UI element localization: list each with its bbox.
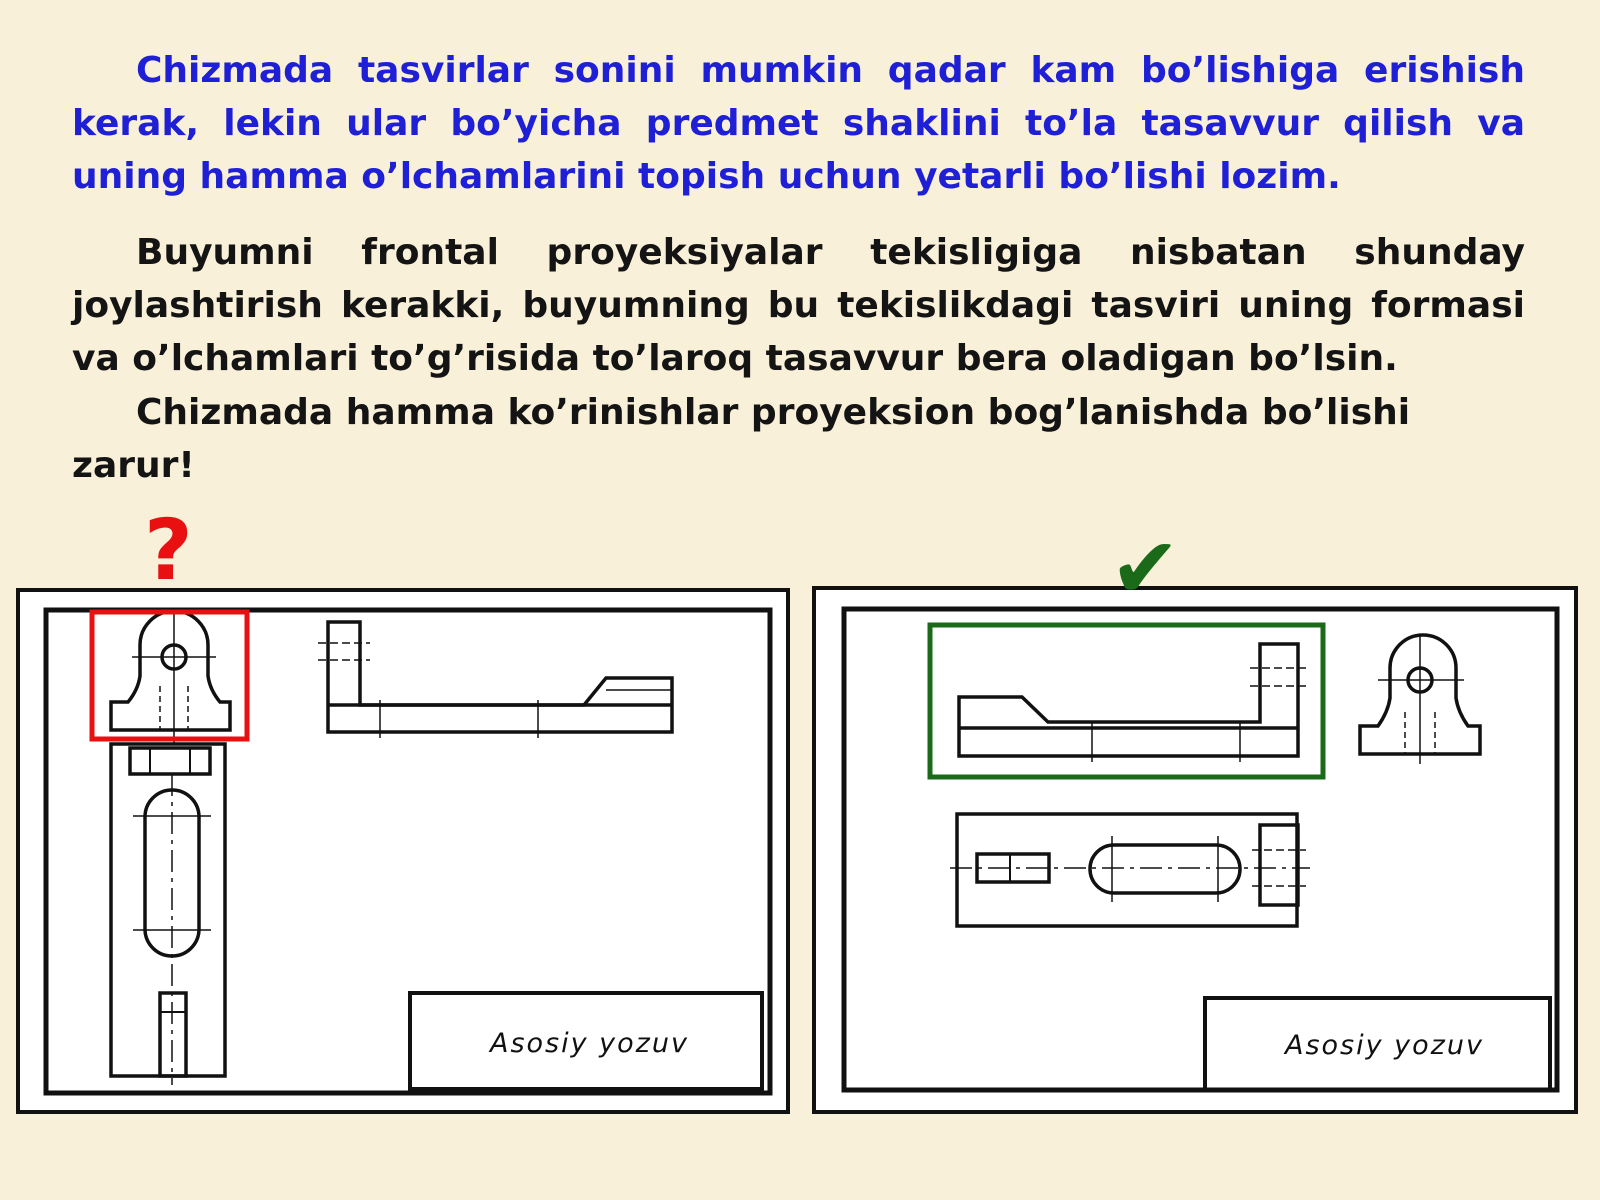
right-drawing-sheet bbox=[814, 588, 1576, 1112]
paragraph-frontal-placement: Buyumni frontal proyeksiyalar tekisligiga nisbatan shunday joylashtirish kerakki, buyumning bu tekislikdagi tasviri uning formasi va o’lchamlari to’g’risida to’laroq tasavvur bera oladigan bo’lsin. bbox=[72, 232, 1525, 379]
paragraph-projection-rule: Chizmada hamma ko’rinishlar proyeksion bog’lanishda bo’lishi zarur! bbox=[72, 392, 1411, 486]
left-title-block-label: Asosiy yozuv bbox=[490, 1028, 689, 1059]
paragraph-blue: Chizmada tasvirlar sonini mumkin qadar kam bo’lishiga erishish kerak, lekin ular bo’yicha predmet shaklini to’la tasavvur qilish va uning hamma o’lchamlarini topish uchun yetarli bo’lishi lozim. bbox=[72, 50, 1525, 197]
left-drawing-sheet bbox=[18, 590, 788, 1112]
right-title-block-label: Asosiy yozuv bbox=[1285, 1030, 1484, 1061]
checkmark-icon: ✔ bbox=[1110, 519, 1181, 617]
question-mark-icon: ? bbox=[144, 501, 193, 599]
